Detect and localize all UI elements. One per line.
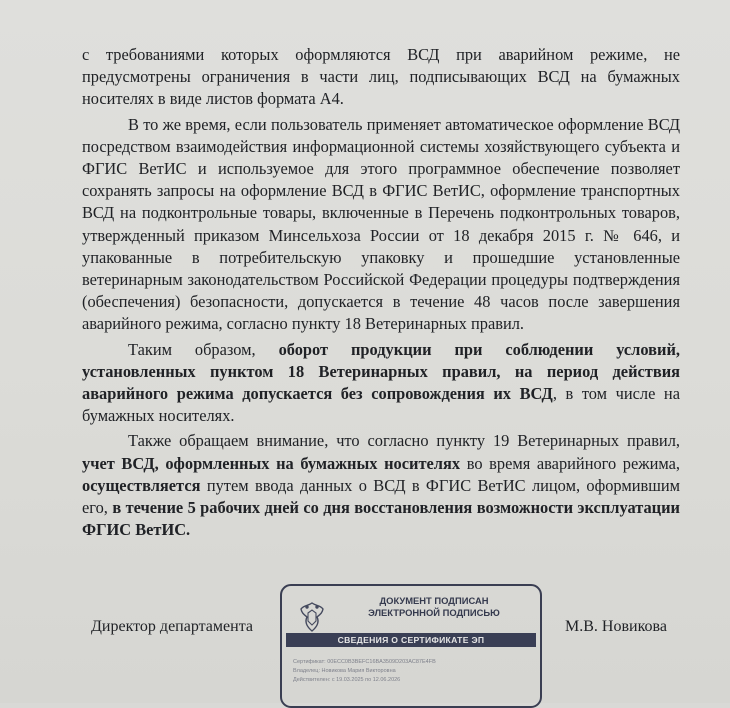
certificate-owner: Владелец: Новикова Мария Викторовна <box>293 668 396 674</box>
stamp-line-1: ДОКУМЕНТ ПОДПИСАН <box>379 595 489 606</box>
paragraph-4-mid-2: путем ввода данных о ВСД в ФГИС ВетИС лицом, оформившим его, <box>82 475 680 518</box>
paragraph-1: с требованиями которых оформляются ВСД при аварийном режиме, не предусмотрены ограничения в части лиц, подписывающих ВСД на бумажных носителях в виде листов формата А4. <box>82 45 680 109</box>
paragraph-4 <box>82 430 680 541</box>
signer-position: Директор департамента <box>91 618 253 635</box>
paragraph-2: В то же время, если пользователь применяет автоматическое оформление ВСД посредством взаимодействия информационной системы хозяйствующего субъекта и ФГИС ВетИС и используемое для этого программное обеспечение позволяет сохранять запросы на оформление ВСД в ФГИС ВетИС, оформление транспортных ВСД на подконтрольные товары, включенные в Перечень подконтрольных товаров, утвержденный приказом Минсельхоза России от 18 декабря 2015 г. № 646, и упакованные в потребительскую упаковку и прошедшие установленные ветеринарным законодательством Российской Федерации процедуры подтверждения (обеспечения) безопасности, допускается в течение 48 часов после завершения аварийного режима, согласно пункту 18 Ветеринарных правил. <box>82 114 680 334</box>
certificate-serial: Сертификат: 00ECC0B3BEFC16BA3509D203AC87E4FB <box>293 659 436 665</box>
paragraph-3 <box>82 339 680 428</box>
paragraph-4-bold-1: учет ВСД, оформленных на бумажных носителях <box>82 453 461 473</box>
paragraph-4-bold-3: в течение 5 рабочих дней со дня восстановления возможности эксплуатации ФГИС ВетИС. <box>82 498 680 540</box>
paragraph-4-bold-2: осуществляется <box>82 475 201 495</box>
letter-body <box>82 44 680 544</box>
stamp-line-2: ЭЛЕКТРОННОЙ ПОДПИСЬЮ <box>368 607 500 618</box>
paragraph-3-tail: , в том числе на бумажных носителях. <box>82 384 680 426</box>
paragraph-3-bold: оборот продукции при соблюдении условий, установленных пунктом 18 Ветеринарных правил, на период действия аварийного режима допускается без сопровождения их ВСД <box>82 339 680 404</box>
coat-of-arms-icon <box>296 600 328 634</box>
signer-name: М.В. Новикова <box>565 618 667 635</box>
paragraph-4-mid-1: во время аварийного режима, <box>466 453 680 473</box>
paragraph-4-lead: Также обращаем внимание, что согласно пункту 19 Ветеринарных правил, <box>128 431 680 451</box>
stamp-title <box>334 595 534 619</box>
electronic-signature-stamp <box>280 584 542 708</box>
paragraph-3-lead: Таким образом, <box>128 339 256 359</box>
certificate-header: СВЕДЕНИЯ О СЕРТИФИКАТЕ ЭП <box>286 633 536 647</box>
certificate-details <box>293 658 436 685</box>
certificate-validity: Действителен: с 19.03.2025 по 12.06.2026 <box>293 677 401 683</box>
